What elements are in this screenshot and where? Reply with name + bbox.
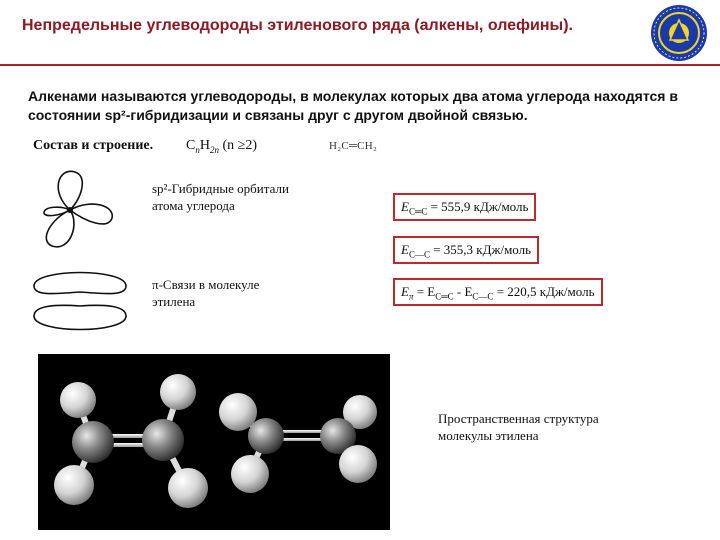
general-formula: $C_nH_{2n}$ (n ≥2)	[186, 138, 257, 155]
title-divider	[0, 64, 720, 66]
university-emblem-icon	[650, 4, 708, 62]
pi-bond-diagram	[28, 262, 132, 338]
sp2-caption: sp²-Гибридные орбитали атома углерода	[152, 181, 289, 213]
sp2-orbitals-diagram	[30, 162, 140, 254]
single-bond-energy-box: $E_{C—C} = 355,3$ кДж/моль	[393, 236, 539, 264]
composition-label: Состав и строение.	[33, 138, 154, 153]
ethylene-structure-formula: H₂C═CH₂	[329, 140, 378, 152]
pi-bond-energy-box: $E_\pi = E_{C═C} - E_{C—C} = 220,5$ кДж/моль	[393, 278, 603, 306]
pi-bond-caption: π-Связи в молекуле этилена	[152, 277, 260, 309]
definition-text: Алкенами называются углеводороды, в молекулах которых два атома углерода находятся в состоянии sp²-гибридизации и связаны друг с другом двойной связью.	[28, 88, 678, 123]
slide-title: Непредельные углеводороды этиленового ряда (алкены, олефины).	[22, 17, 573, 34]
double-bond-energy-box: $E_{C═C} = 555,9$ кДж/моль	[393, 193, 536, 221]
model-caption: Пространственная структура молекулы этилена	[438, 411, 599, 443]
ethylene-3d-model-image	[38, 354, 390, 530]
